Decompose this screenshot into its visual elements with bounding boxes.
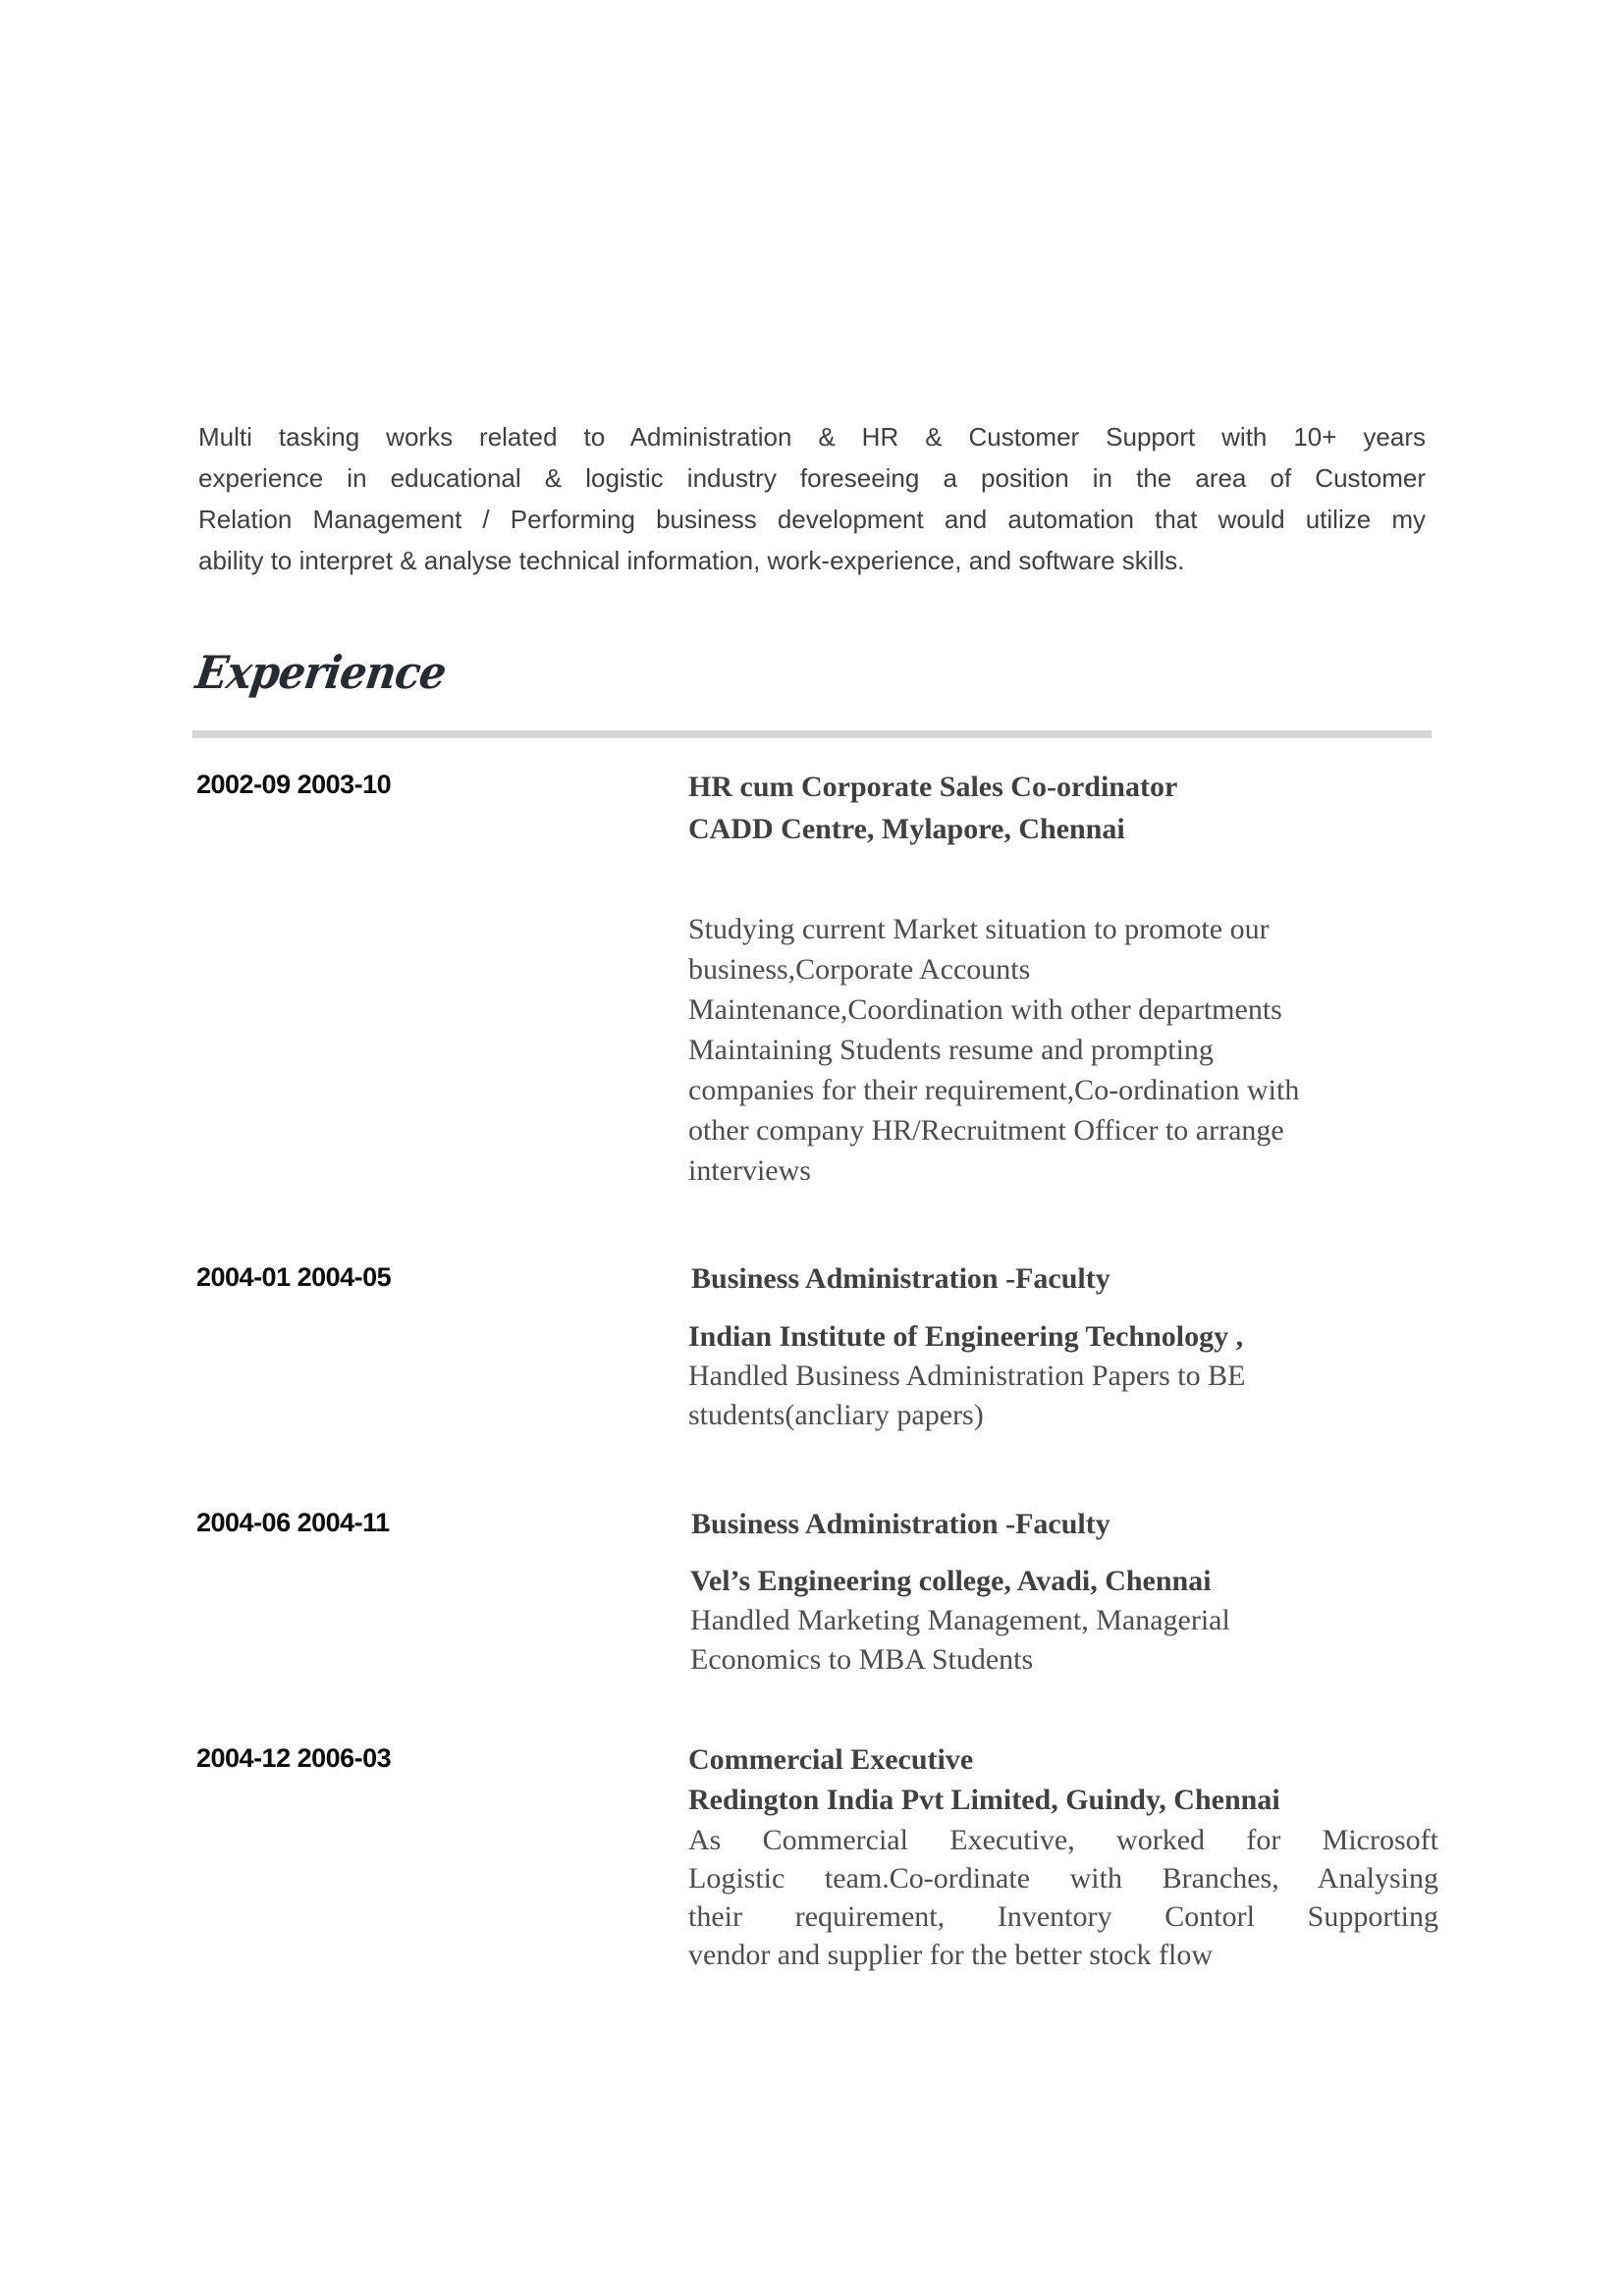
entry-dates: 2004-01 2004-05 xyxy=(196,1262,392,1292)
experience-entry xyxy=(688,766,1439,1191)
description-line: students(ancliary papers) xyxy=(688,1399,984,1431)
description-line: vendor and supplier for the better stock flow xyxy=(688,1939,1214,1971)
job-description xyxy=(688,909,1439,1191)
job-description xyxy=(688,1601,1439,1680)
description-line: Economics to MBA Students xyxy=(690,1643,1034,1676)
company-name: CADD Centre, Mylapore, Chennai xyxy=(688,813,1125,845)
description-line: Maintaining Students resume and prompting xyxy=(688,1034,1214,1066)
job-title: Commercial Executive xyxy=(688,1743,974,1776)
company-name: Indian Institute of Engineering Technology , xyxy=(688,1320,1244,1353)
experience-entry xyxy=(688,1740,1439,1974)
description-line: their requirement, Inventory Contorl Supporting xyxy=(688,1900,1438,1933)
job-title: HR cum Corporate Sales Co-ordinator xyxy=(688,771,1178,803)
description-line: Logistic team.Co-ordinate with Branches, Analysing xyxy=(688,1862,1438,1895)
job-title: Business Administration -Faculty xyxy=(691,1262,1110,1295)
objective-line: Relation Management / Performing business development and automation that would utilize my xyxy=(198,505,1426,534)
entry-dates: 2002-09 2003-10 xyxy=(196,770,392,799)
description-line: Studying current Market situation to promote our xyxy=(688,913,1270,945)
job-description xyxy=(688,1821,1438,1974)
objective-line: Multi tasking works related to Administration & HR & Customer Support with 10+ years xyxy=(198,422,1426,452)
job-title: Business Administration -Faculty xyxy=(691,1508,1110,1540)
description-line: Handled Business Administration Papers to BE xyxy=(688,1360,1246,1392)
experience-entry xyxy=(688,1505,1439,1680)
job-description xyxy=(688,1357,1439,1435)
experience-heading: Experience xyxy=(192,646,450,699)
description-line: interviews xyxy=(688,1154,811,1187)
description-line: companies for their requirement,Co-ordination with xyxy=(688,1074,1300,1106)
description-line: other company HR/Recruitment Officer to arrange xyxy=(688,1114,1284,1147)
objective-line: ability to interpret & analyse technical information, work-experience, and software skills. xyxy=(198,546,1185,575)
description-line: Maintenance,Coordination with other departments xyxy=(688,993,1282,1026)
section-divider xyxy=(192,730,1432,738)
experience-entry xyxy=(688,1259,1439,1435)
description-line: As Commercial Executive, worked for Microsoft xyxy=(688,1824,1438,1856)
entry-dates: 2004-06 2004-11 xyxy=(196,1508,390,1537)
description-line: Handled Marketing Management, Managerial xyxy=(690,1604,1230,1636)
company-name: Redington India Pvt Limited, Guindy, Chennai xyxy=(688,1784,1280,1816)
objective-paragraph xyxy=(198,416,1426,581)
description-line: business,Corporate Accounts xyxy=(688,953,1031,986)
objective-line: experience in educational & logistic industry foreseeing a position in the area of Customer xyxy=(198,463,1426,493)
entry-dates: 2004-12 2006-03 xyxy=(196,1743,392,1773)
company-name: Vel’s Engineering college, Avadi, Chennai xyxy=(690,1565,1212,1597)
